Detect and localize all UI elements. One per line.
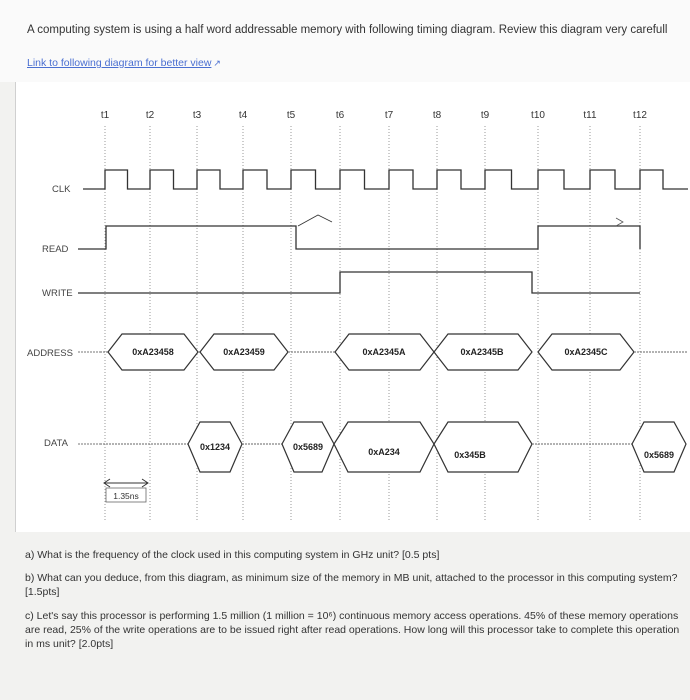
clk-waveform [100,170,688,189]
read-waveform [100,226,640,249]
tick-label-t12: t12 [633,110,647,121]
measurement-label: 1.35ns [113,491,139,501]
data-value-4: 0x345B [454,450,486,460]
data-value-1: 0x1234 [199,442,231,452]
tick-label-t7: t7 [384,110,394,121]
tick-label-t2: t2 [145,110,155,121]
write-waveform [100,272,640,293]
tick-label-t10: t10 [531,110,545,121]
cursor-icon [616,218,623,226]
question-c: c) Let's say this processor is performing 1.5 million (1 million = 10⁶) continuous memory access operations. 45% of these memory operations are read, 25% of the write operations are to be issued right after read operations. How long will this processor take to complete this operation in ms unit? [2.0pts] [25,610,680,650]
address-label: ADDRESS [27,348,73,359]
header [0,0,690,82]
address-value-3: 0xA2345A [362,347,406,357]
read-edge-arrow [298,215,332,226]
data-value-5: 0x5689 [643,450,675,460]
data-value-2: 0x5689 [292,442,324,452]
data-label: DATA [44,438,68,449]
external-link-icon: ↗ [213,58,221,68]
address-value-5: 0xA2345C [564,347,608,357]
write-label: WRITE [42,288,73,299]
tick-label-t6: t6 [335,110,345,121]
timing-diagram [0,82,690,532]
data-value-3: 0xA234 [368,447,400,457]
address-value-4: 0xA2345B [460,347,504,357]
tick-labels [101,110,648,121]
tick-label-t11: t11 [583,110,597,121]
tick-label-t9: t9 [480,110,490,121]
data-segment-5 [632,422,686,472]
intro-text: A computing system is using a half word addressable memory with following timing diagram. Review this diagram very carefull [27,24,668,36]
clk-label: CLK [52,184,71,195]
address-value-2: 0xA23459 [223,347,265,357]
read-label: READ [42,244,69,255]
tick-label-t4: t4 [238,110,248,121]
diagram-link[interactable] [27,57,221,69]
data-segment-4 [434,422,532,472]
tick-label-t5: t5 [286,110,296,121]
tick-label-t3: t3 [192,110,202,121]
question-a: a) What is the frequency of the clock used in this computing system in GHz unit? [0.5 pts] [25,549,440,561]
address-value-1: 0xA23458 [132,347,174,357]
diagram-link-label: Link to following diagram for better view [27,57,212,69]
tick-label-t1: t1 [100,110,110,121]
question-b: b) What can you deduce, from this diagram, as minimum size of the memory in MB unit, attached to the processor in this computing system? [1.5pts] [25,572,678,598]
tick-label-t8: t8 [432,110,442,121]
